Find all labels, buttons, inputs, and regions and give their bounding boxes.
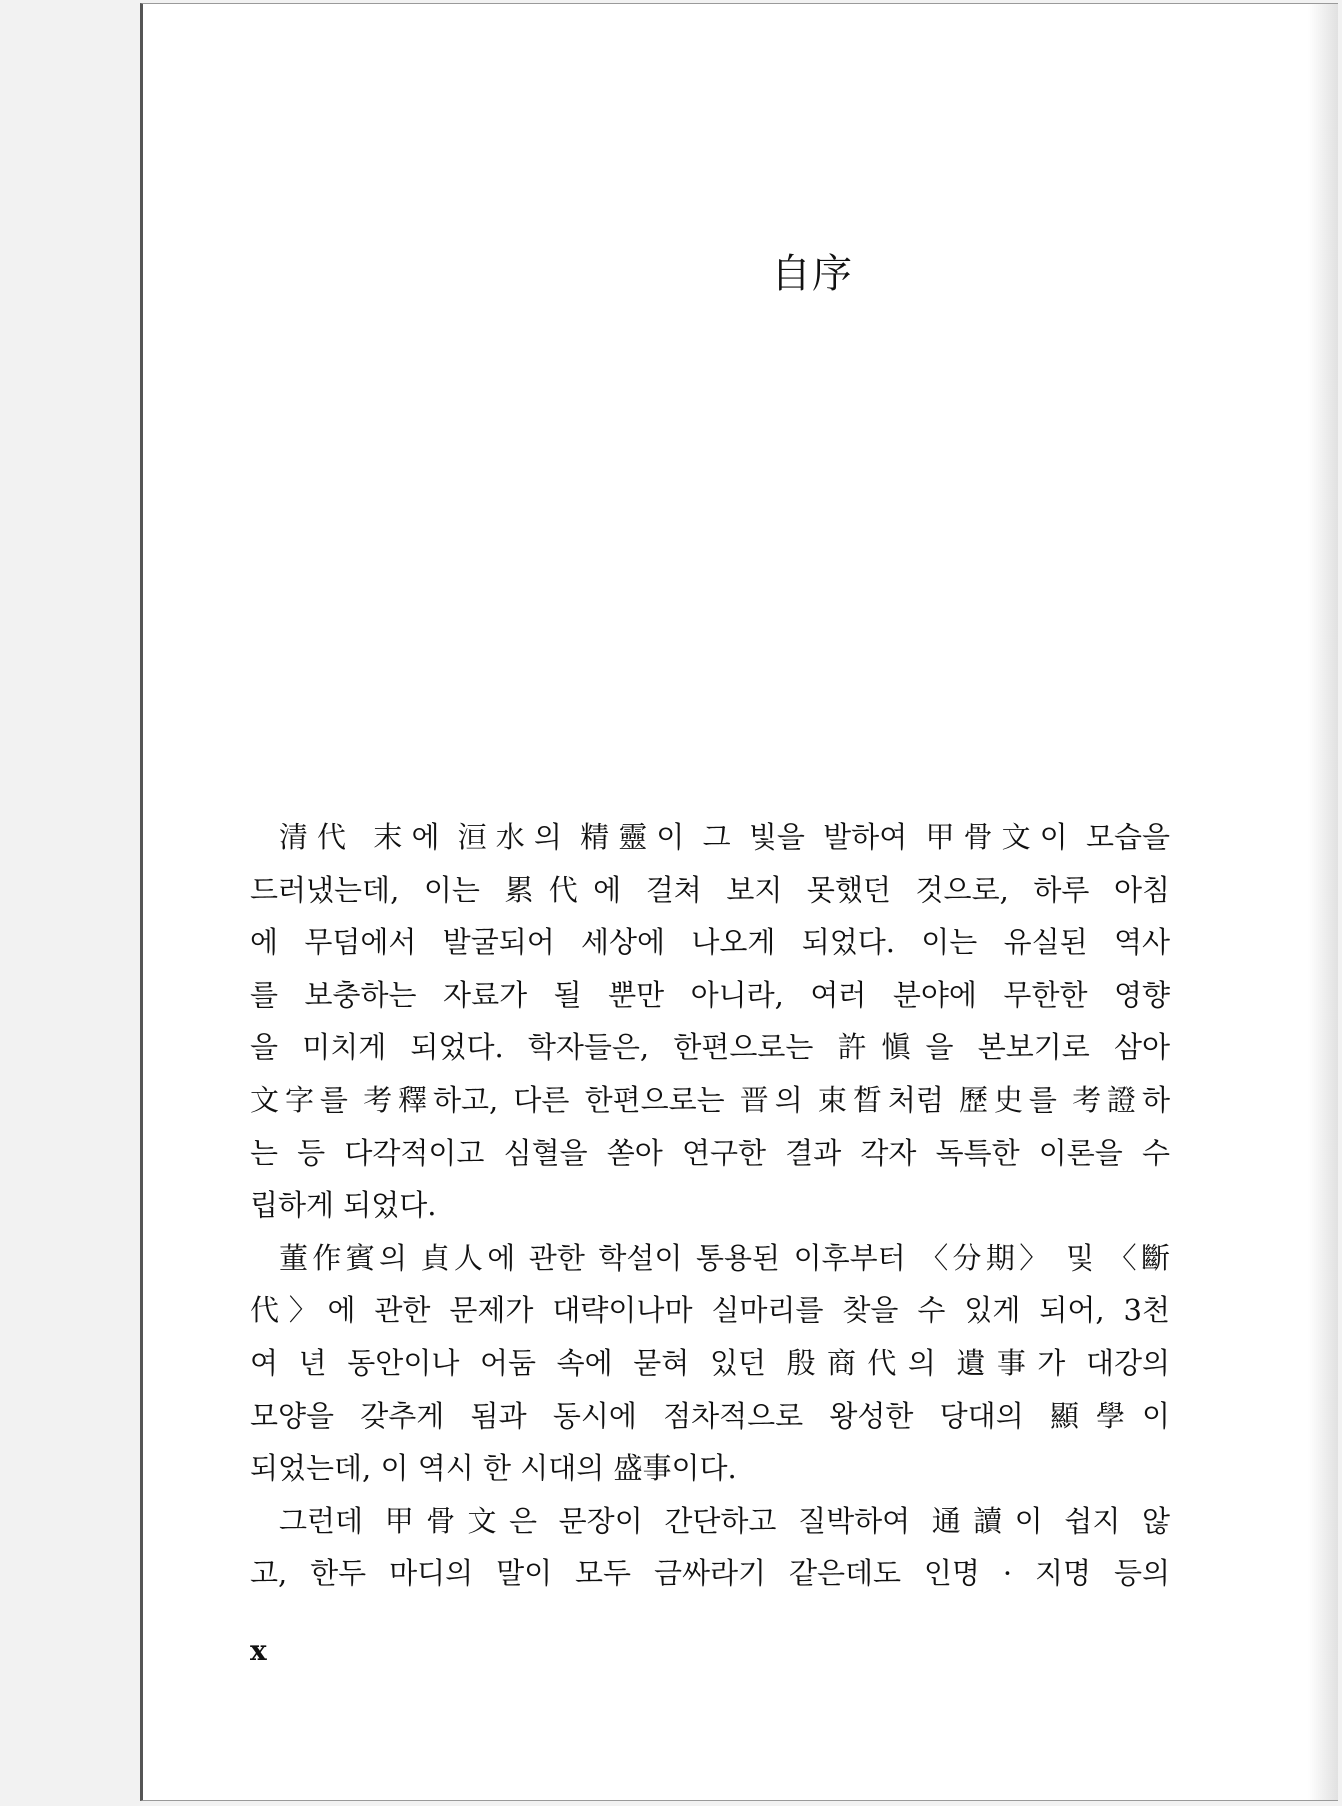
- body-text: [250, 811, 1170, 1600]
- text-line: 그런데 甲骨文은 문장이 간단하고 질박하여 通讀이 쉽지 않: [279, 1503, 1170, 1538]
- text-line: 董作賓의 貞人에 관한 학설이 통용된 이후부터 〈分期〉 및 〈斷: [279, 1240, 1170, 1275]
- paragraph-1: [250, 811, 1170, 1232]
- text-line: 모양을 갖추게 됨과 동시에 점차적으로 왕성한 당대의 顯學이: [250, 1398, 1170, 1433]
- text-line: 립하게 되었다.: [250, 1188, 437, 1223]
- text-line: 드러냈는데, 이는 累代에 걸쳐 보지 못했던 것으로, 하루 아침: [250, 872, 1170, 907]
- paragraph-3: [250, 1495, 1170, 1600]
- page-number: x: [250, 1634, 267, 1667]
- text-line: 에 무덤에서 발굴되어 세상에 나오게 되었다. 이는 유실된 역사: [250, 925, 1170, 960]
- text-line: 清代 末에 洹水의 精靈이 그 빛을 발하여 甲骨文이 모습을: [279, 820, 1170, 854]
- page-title: 自序: [771, 251, 853, 297]
- text-line: 을 미치게 되었다. 학자들은, 한편으로는 許愼을 본보기로 삼아: [250, 1030, 1170, 1065]
- paragraph-2: [250, 1232, 1170, 1495]
- text-line: 여 년 동안이나 어둠 속에 묻혀 있던 殷商代의 遺事가 대강의: [250, 1345, 1170, 1380]
- text-line: 代〉에 관한 문제가 대략이나마 실마리를 찾을 수 있게 되어, 3천: [250, 1293, 1170, 1328]
- text-line: 되었는데, 이 역시 한 시대의 盛事이다.: [250, 1451, 737, 1486]
- book-page: [140, 3, 1338, 1801]
- text-line: 文字를 考釋하고, 다른 한편으로는 晋의 束晳처럼 歷史를 考證하: [250, 1082, 1170, 1117]
- text-line: 를 보충하는 자료가 될 뿐만 아니라, 여러 분야에 무한한 영향: [250, 977, 1170, 1012]
- text-line: 는 등 다각적이고 심혈을 쏟아 연구한 결과 각자 독특한 이론을 수: [250, 1135, 1170, 1170]
- text-line: 고, 한두 마디의 말이 모두 금싸라기 같은데도 인명 · 지명 등의: [250, 1556, 1170, 1591]
